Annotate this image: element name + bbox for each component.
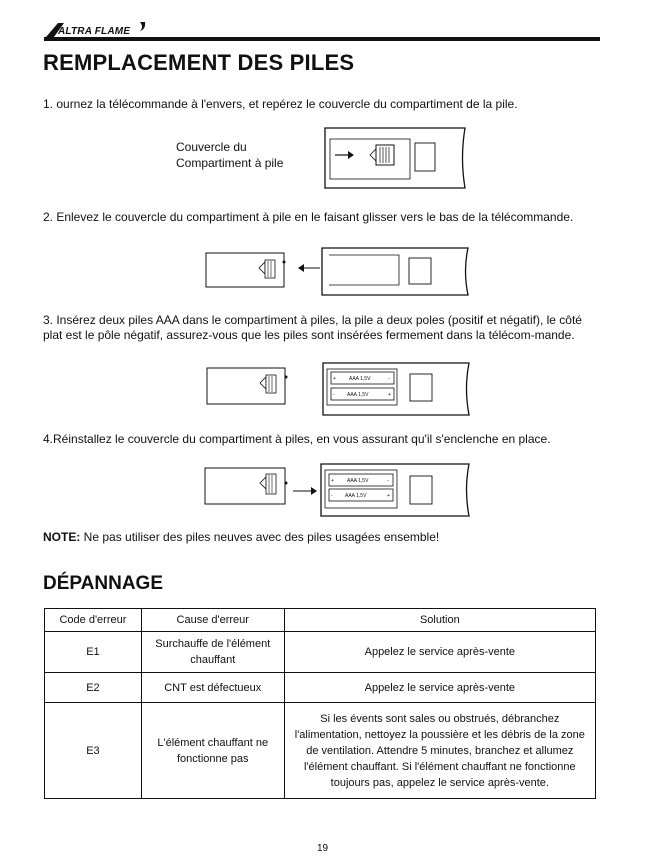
insert-batteries-illustration <box>205 360 473 420</box>
header-code: Code d'erreur <box>45 609 142 632</box>
note-text: Ne pas utiliser des piles neuves avec des piles usagées ensemble! <box>80 530 440 544</box>
page-number: 19 <box>316 843 329 854</box>
battery-4-plus: + <box>387 493 390 499</box>
cover-label-line2: Compartiment à pile <box>176 156 284 170</box>
battery-2-plus: + <box>388 392 391 398</box>
table-row <box>45 673 596 703</box>
note-label: NOTE: <box>43 530 81 544</box>
error-solution: Si les évents sont sales ou obstrués, débranchez l'alimentation, nettoyez la poussière et les débris de la zone de ventilation. Attendre 5 minutes, branchez et allumez l'élément chauffant. Si l'élément chauffant ne fonctionne toujours pas, appelez le service après-vente. <box>284 703 595 799</box>
header-cause: Cause d'erreur <box>141 609 284 632</box>
battery-3-minus: - <box>387 478 389 484</box>
table-row <box>45 703 596 799</box>
reinstall-cover-illustration <box>203 462 475 520</box>
error-cause: Surchauffe de l'élément chauffant <box>141 632 284 673</box>
remote-back-illustration <box>320 123 470 193</box>
battery-2-label: AAA 1,5V <box>347 392 369 398</box>
error-code: E2 <box>45 673 142 703</box>
error-table <box>44 608 596 799</box>
logo-text: ALTRA FLAME <box>58 26 131 37</box>
step-1-text: 1. ournez la télécommande à l'envers, et repérez le couvercle du compartiment de la pile. <box>43 97 518 111</box>
battery-4-minus: - <box>331 493 333 499</box>
battery-1-minus: - <box>388 376 390 382</box>
table-header-row <box>45 609 596 632</box>
page-title: REMPLACEMENT DES PILES <box>43 50 355 75</box>
battery-1-label: AAA 1,5V <box>349 376 371 382</box>
battery-3-plus: + <box>331 478 334 484</box>
battery-3-label: AAA 1,5V <box>347 478 369 484</box>
error-cause: L'élément chauffant ne fonctionne pas <box>141 703 284 799</box>
header-rule <box>44 37 600 41</box>
step-4-text: 4.Réinstallez le couvercle du compartiment à piles, en vous assurant qu'il s'enclenche en place. <box>43 432 551 446</box>
step-3-text: 3. Insérez deux piles AAA dans le compartiment à piles, la pile a deux poles (positif et négatif), le côté plat est le pôle négatif, assurez-vous que les piles sont insérées fermement dans la télécom-mande. <box>43 313 582 342</box>
error-cause: CNT est défectueux <box>141 673 284 703</box>
battery-2-minus: - <box>333 392 335 398</box>
remove-cover-illustration <box>204 245 472 300</box>
altraflame-logo <box>44 19 154 39</box>
error-code: E3 <box>45 703 142 799</box>
cover-label-line1: Couvercle du <box>176 140 247 154</box>
error-solution: Appelez le service après-vente <box>284 673 595 703</box>
battery-4-label: AAA 1,5V <box>345 493 367 499</box>
troubleshooting-title: DÉPANNAGE <box>43 573 163 594</box>
note <box>43 530 439 544</box>
table-row <box>45 632 596 673</box>
header-solution: Solution <box>284 609 595 632</box>
step-2-text: 2. Enlevez le couvercle du compartiment à pile en le faisant glisser vers le bas de la télécommande. <box>43 210 574 224</box>
battery-1-plus: + <box>333 376 336 382</box>
cover-label <box>176 139 283 171</box>
error-code: E1 <box>45 632 142 673</box>
error-solution: Appelez le service après-vente <box>284 632 595 673</box>
